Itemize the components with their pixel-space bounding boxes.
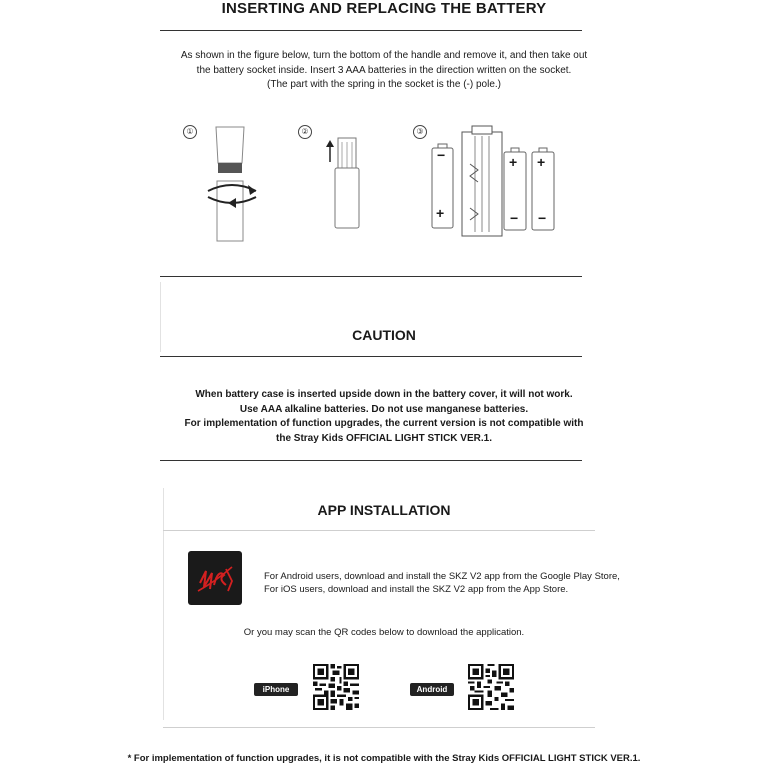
caution-title: CAUTION (352, 327, 416, 343)
instruction-line: (The part with the spring in the socket is the (-) pole.) (267, 79, 501, 90)
socket-remove-illustration (322, 132, 366, 232)
handle-rotate-illustration (200, 125, 264, 247)
footnote: * For implementation of function upgrades, it is not compatible with the Stray Kids OFFICIAL LIGHT STICK VER.1. (127, 753, 641, 764)
app-title-rule (163, 530, 595, 531)
caution-line: the Stray Kids OFFICIAL LIGHT STICK VER.1. (276, 432, 492, 444)
ios-instructions: For iOS users, download and install the SKZ V2 app from the App Store. (264, 584, 569, 595)
skz-app-icon (188, 551, 242, 605)
minus-sign: − (510, 210, 519, 226)
minus-sign: − (437, 147, 446, 163)
caution-bottom-rule (160, 460, 582, 461)
caution-line: For implementation of function upgrades, the current version is not compatible with (184, 418, 584, 429)
step-number: ① (183, 125, 197, 139)
app-left-border (163, 488, 164, 720)
qr-instructions: Or you may scan the QR codes below to download the application. (243, 627, 525, 638)
android-label: Android (410, 683, 454, 696)
instruction-line: the battery socket inside. Insert 3 AAA batteries in the direction written on the socket. (196, 64, 572, 76)
android-instructions: For Android users, download and install the SKZ V2 app from the Google Play Store, (264, 571, 620, 582)
battery-title: INSERTING AND REPLACING THE BATTERY (221, 0, 547, 17)
caution-title-rule (160, 356, 582, 357)
iphone-label: iPhone (254, 683, 298, 696)
plus-sign: + (537, 154, 546, 170)
instruction-line: As shown in the figure below, turn the bottom of the handle and remove it, and then take out (180, 50, 588, 61)
battery-bottom-rule (160, 276, 582, 277)
caution-text (120, 388, 648, 446)
battery-title-rule (160, 30, 582, 31)
plus-sign: + (509, 154, 518, 170)
step-number: ② (298, 125, 312, 139)
app-bottom-rule (163, 727, 595, 728)
battery-instructions (120, 49, 648, 93)
iphone-qr-code[interactable] (313, 664, 359, 710)
android-qr-code[interactable] (468, 664, 514, 710)
caution-line: Use AAA alkaline batteries. Do not use manganese batteries. (239, 403, 529, 415)
caution-line: When battery case is inserted upside down in the battery cover, it will not work. (195, 389, 573, 400)
step-number: ③ (413, 125, 427, 139)
plus-sign: + (436, 205, 445, 221)
minus-sign: − (538, 210, 547, 226)
app-title: APP INSTALLATION (317, 502, 451, 518)
